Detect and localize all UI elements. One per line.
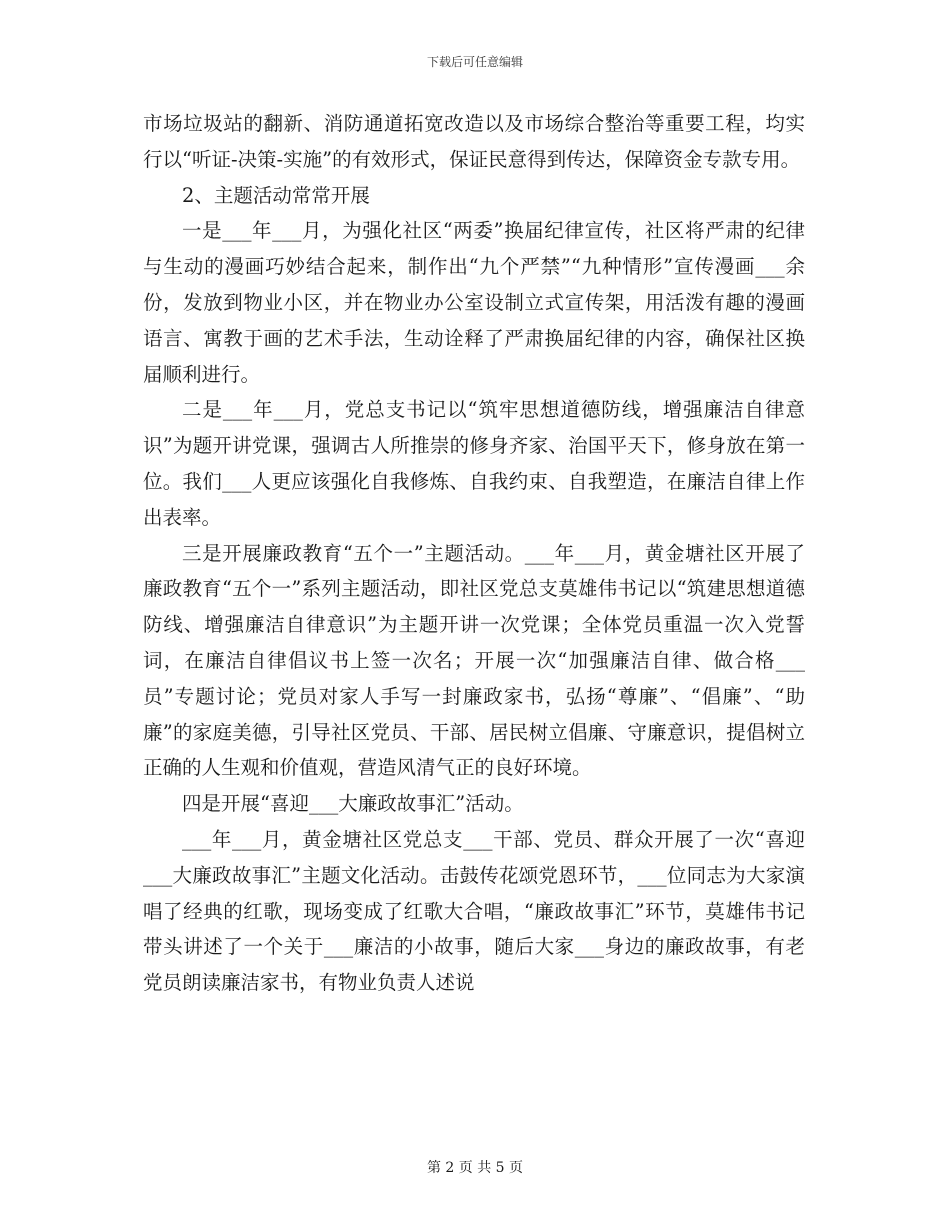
paragraph-5: 四是开展“喜迎___大廉政故事汇”活动。 bbox=[182, 792, 524, 816]
section-heading: 2、主题活动常常开展 bbox=[182, 183, 370, 207]
page-header: 下载后可任意编辑 bbox=[426, 55, 523, 69]
page-number: 第 2 页 共 5 页 bbox=[426, 1160, 524, 1176]
paragraph-6: ___年___月，黄金塘社区党总支___干部、党员、群众开展了一次“喜迎___大廉政故事汇”主题文化活动。击鼓传花颂党恩环节，___位同志为大家演唱了经典的红歌，现场变成了红歌大合唱，“廉政故事汇”环节，莫雄伟书记带头讲述了一个关于___廉洁的小故事，随后大家___身边的廉政故事，有老党员朗读廉洁家书，有物业负责人述说 bbox=[143, 827, 805, 995]
document-body bbox=[143, 106, 805, 1001]
paragraph-4: 三是开展廉政教育“五个一”主题活动。___年___月，黄金塘社区开展了廉政教育“五个一”系列主题活动，即社区党总支莫雄伟书记以“筑建思想道德防线、增强廉洁自律意识”为主题开讲一次党课；全体党员重温一次入党誓词，在廉洁自律倡议书上签一次名；开展一次“加强廉洁自律、做合格___员”专题讨论；党员对家人手写一封廉政家书，弘扬“尊廉”、“倡廉”、“助廉”的家庭美德，引导社区党员、干部、居民树立倡廉、守廉意识，提倡树立正确的人生观和价值观，营造风清气正的良好环境。 bbox=[143, 541, 805, 780]
paragraph-3: 二是___年___月，党总支书记以“筑牢思想道德防线，增强廉洁自律意识”为题开讲党课，强调古人所推崇的修身齐家、治国平天下，修身放在第一位。我们___人更应该强化自我修炼、自我约束、自我塑造，在廉洁自律上作出表率。 bbox=[143, 398, 805, 529]
paragraph-2: 一是___年___月，为强化社区“两委”换届纪律宣传，社区将严肃的纪律与生动的漫画巧妙结合起来，制作出“九个严禁”“九种情形”宣传漫画___余份，发放到物业小区，并在物业办公室设制立式宣传架，用活泼有趣的漫画语言、寓教于画的艺术手法，生动诠释了严肃换届纪律的内容，确保社区换届顺利进行。 bbox=[143, 219, 805, 386]
paragraph-1: 市场垃圾站的翻新、消防通道拓宽改造以及市场综合整治等重要工程，均实行以“听证-决策-实施”的有效形式，保证民意得到传达，保障资金专款专用。 bbox=[143, 112, 805, 171]
